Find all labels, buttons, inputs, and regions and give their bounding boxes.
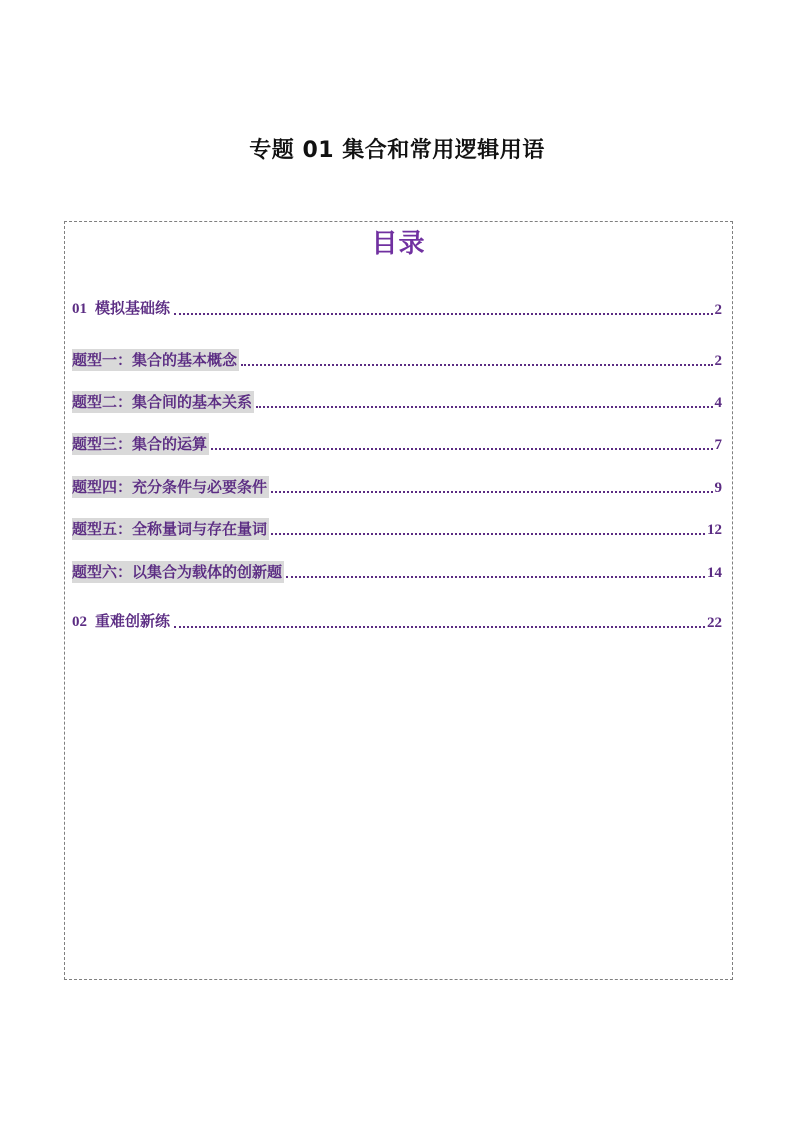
- toc-dot-leader: [271, 491, 712, 493]
- document-title: 专题 01 集合和常用逻辑用语: [249, 138, 545, 163]
- toc-dot-leader: [256, 406, 712, 408]
- toc-dot-leader: [211, 448, 712, 450]
- toc-entry-type-1[interactable]: [72, 347, 722, 371]
- toc-dot-leader: [241, 364, 712, 366]
- toc-entry-section-01[interactable]: [72, 296, 722, 320]
- toc-entry-title: 题型一：集合的基本概念: [72, 351, 238, 369]
- toc-entry-page: 14: [707, 565, 722, 581]
- toc-entry-label: [72, 297, 172, 320]
- toc-dot-leader: [174, 313, 712, 315]
- toc-entry-page: 22: [707, 615, 722, 631]
- toc-entry-number: 02: [72, 614, 87, 630]
- toc-entry-page: 4: [714, 395, 722, 411]
- toc-entry-page: 9: [714, 480, 722, 496]
- table-of-contents: [64, 221, 733, 980]
- toc-entry-type-2[interactable]: [72, 389, 722, 413]
- toc-entry-page: 12: [707, 522, 722, 538]
- toc-entry-label: [72, 610, 172, 633]
- toc-dot-leader: [271, 533, 705, 535]
- toc-entry-type-3[interactable]: [72, 431, 722, 455]
- toc-entry-title: 模拟基础练: [95, 299, 171, 317]
- toc-entry-type-4[interactable]: [72, 474, 722, 498]
- toc-entry-title: 题型六：以集合为载体的创新题: [72, 563, 283, 581]
- toc-entry-number: 01: [72, 301, 87, 317]
- toc-entry-type-6[interactable]: [72, 559, 722, 583]
- toc-dot-leader: [286, 576, 705, 578]
- toc-entry-title: 题型二：集合间的基本关系: [72, 393, 253, 411]
- toc-heading: 目录: [371, 229, 426, 259]
- toc-entry-page: 2: [714, 302, 722, 318]
- toc-entry-page: 2: [714, 353, 722, 369]
- toc-entry-title: 题型五：全称量词与存在量词: [72, 520, 268, 538]
- toc-entry-page: 7: [714, 437, 722, 453]
- toc-entry-title: 题型四：充分条件与必要条件: [72, 478, 268, 496]
- toc-dot-leader: [174, 626, 705, 628]
- toc-entry-type-5[interactable]: [72, 516, 722, 540]
- toc-entry-title: 重难创新练: [95, 612, 171, 630]
- toc-entry-title: 题型三：集合的运算: [72, 435, 208, 453]
- toc-entry-section-02[interactable]: [72, 609, 722, 633]
